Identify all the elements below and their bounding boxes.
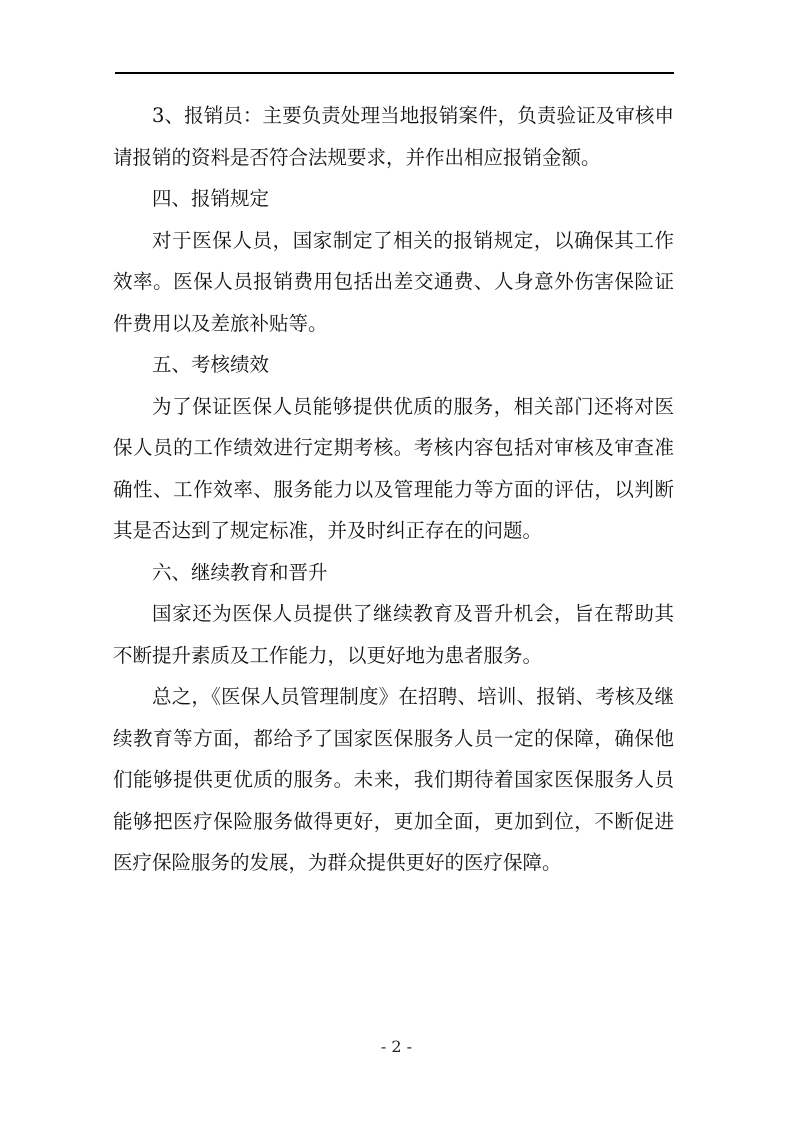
- paragraph-reimbursement-rules: 对于医保人员，国家制定了相关的报销规定，以确保其工作效率。医保人员报销费用包括出差交通费、人身意外伤害保险证件费用以及差旅补贴等。: [113, 228, 674, 335]
- paragraph-reimburser-duty: 3、报销员：主要负责处理当地报销案件，负责验证及审核申请报销的资料是否符合法规要求，并作出相应报销金额。: [113, 104, 674, 169]
- page-footer: [0, 1038, 793, 1056]
- header-rule: [115, 72, 674, 74]
- paragraph-performance-appraisal: 为了保证医保人员能够提供优质的服务，相关部门还将对医保人员的工作绩效进行定期考核。考核内容包括对审核及审查准确性、工作效率、服务能力以及管理能力等方面的评估，以判断其是否达到了规定标准，并及时纠正存在的问题。: [113, 394, 674, 542]
- section-heading-reimbursement-rules: 四、报销规定: [152, 187, 270, 210]
- section-heading-performance-appraisal: 五、考核绩效: [152, 353, 270, 376]
- paragraph-continuing-education: 国家还为医保人员提供了继续教育及晋升机会，旨在帮助其不断提升素质及工作能力，以更好地为患者服务。: [113, 602, 674, 667]
- paragraph-conclusion: 总之，《医保人员管理制度》在招聘、培训、报销、考核及继续教育等方面，都给予了国家医保服务人员一定的保障，确保他们能够提供更优质的服务。未来，我们期待着国家医保服务人员能够把医疗保险服务做得更好，更加全面，更加到位，不断促进医疗保险服务的发展，为群众提供更好的医疗保障。: [113, 685, 674, 874]
- document-body: [113, 95, 674, 884]
- page-number: - 2 -: [380, 1037, 413, 1056]
- section-heading-continuing-education: 六、继续教育和晋升: [152, 560, 328, 584]
